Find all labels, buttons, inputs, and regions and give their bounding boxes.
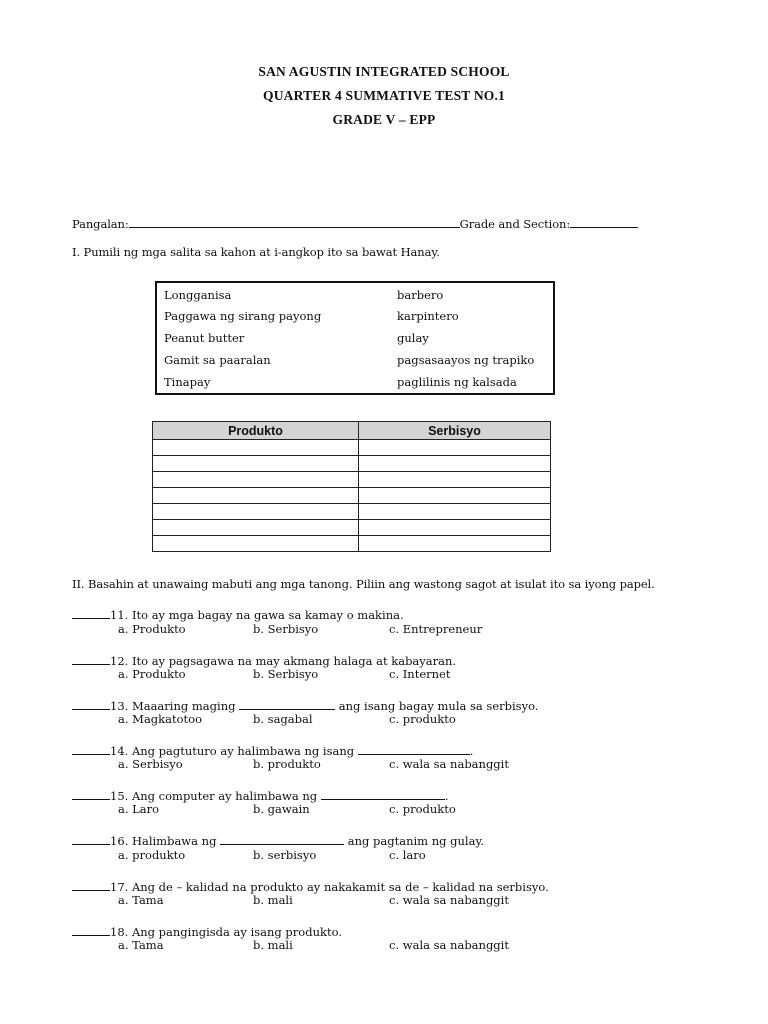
word-box-item: paglilinis ng kalsada bbox=[397, 375, 517, 389]
word-box bbox=[155, 281, 555, 395]
choice-c: c. Internet bbox=[389, 667, 451, 681]
choice-a: a. Magkatotoo bbox=[118, 712, 202, 726]
choice-a: a. Laro bbox=[118, 802, 160, 816]
table-cell[interactable] bbox=[153, 504, 359, 520]
choice-a: a. Produkto bbox=[118, 667, 186, 681]
question-text: 13. Maaaring maging bbox=[110, 699, 236, 713]
table-row bbox=[153, 536, 551, 552]
question-text: 14. Ang pagtuturo ay halimbawa ng isang bbox=[110, 744, 355, 758]
question-text: 16. Halimbawa ng bbox=[110, 834, 217, 848]
part2-instruction: II. Basahin at unawaing mabuti ang mga tanong. Piliin ang wastong sagot at isulat ito sa iyong papel. bbox=[72, 577, 655, 591]
question-16 bbox=[72, 833, 484, 848]
answer-blank[interactable] bbox=[72, 743, 110, 755]
school-name: SAN AGUSTIN INTEGRATED SCHOOL bbox=[258, 64, 510, 79]
fill-blank[interactable] bbox=[358, 743, 470, 755]
answer-blank[interactable] bbox=[72, 833, 110, 845]
table-row bbox=[153, 520, 551, 536]
serbisyo-header: Serbisyo bbox=[359, 422, 551, 440]
question-text: 12. Ito ay pagsagawa na may akmang halaga at kabayaran. bbox=[110, 654, 457, 668]
choice-c: c. laro bbox=[389, 848, 426, 862]
choice-c: c. wala sa nabanggit bbox=[389, 757, 509, 771]
table-cell[interactable] bbox=[153, 520, 359, 536]
word-box-item: karpintero bbox=[397, 309, 459, 323]
part1-instruction: I. Pumili ng mga salita sa kahon at i-angkop ito sa bawat Hanay. bbox=[72, 245, 440, 259]
word-box-item: pagsasaayos ng trapiko bbox=[397, 353, 535, 367]
grade-subject: GRADE V – EPP bbox=[332, 112, 436, 127]
question-14 bbox=[72, 743, 473, 758]
table-row bbox=[153, 504, 551, 520]
answer-blank[interactable] bbox=[72, 653, 110, 665]
choice-a: a. Tama bbox=[118, 893, 164, 907]
choice-c: c. wala sa nabanggit bbox=[389, 938, 509, 952]
choice-c: c. wala sa nabanggit bbox=[389, 893, 509, 907]
table-cell[interactable] bbox=[153, 536, 359, 552]
fill-blank[interactable] bbox=[321, 788, 445, 800]
table-row bbox=[153, 456, 551, 472]
choice-b: b. Serbisyo bbox=[253, 667, 319, 681]
choice-b: b. serbisyo bbox=[253, 848, 317, 862]
table-row bbox=[153, 472, 551, 488]
choice-a: a. produkto bbox=[118, 848, 186, 862]
name-blank[interactable] bbox=[129, 216, 460, 228]
question-text: 18. Ang pangingisda ay isang produkto. bbox=[110, 925, 342, 939]
word-box-item: Longganisa bbox=[164, 288, 232, 302]
table-cell[interactable] bbox=[153, 456, 359, 472]
question-text: 15. Ang computer ay halimbawa ng bbox=[110, 789, 318, 803]
student-info-line bbox=[72, 216, 638, 231]
question-11 bbox=[72, 607, 404, 622]
fill-blank[interactable] bbox=[220, 833, 344, 845]
table-cell[interactable] bbox=[153, 488, 359, 504]
word-box-item: gulay bbox=[397, 331, 429, 345]
table-cell[interactable] bbox=[153, 440, 359, 456]
question-text-end: . bbox=[444, 789, 449, 803]
question-18 bbox=[72, 924, 342, 939]
choice-b: b. mali bbox=[253, 893, 293, 907]
table-cell[interactable] bbox=[359, 504, 551, 520]
choice-a: a. Produkto bbox=[118, 622, 186, 636]
question-text-end: . bbox=[469, 744, 474, 758]
question-text-end: ang pagtanim ng gulay. bbox=[347, 834, 485, 848]
question-12 bbox=[72, 653, 456, 668]
question-text-end: ang isang bagay mula sa serbisyo. bbox=[338, 699, 539, 713]
choice-b: b. Serbisyo bbox=[253, 622, 319, 636]
question-text: 17. Ang de – kalidad na produkto ay nakakamit sa de – kalidad na serbisyo. bbox=[110, 880, 549, 894]
produkto-header: Produkto bbox=[153, 422, 359, 440]
answer-table bbox=[152, 421, 551, 552]
test-title: QUARTER 4 SUMMATIVE TEST NO.1 bbox=[263, 88, 505, 103]
table-cell[interactable] bbox=[359, 472, 551, 488]
choice-b: b. sagabal bbox=[253, 712, 313, 726]
word-box-item: Paggawa ng sirang payong bbox=[164, 309, 322, 323]
table-cell[interactable] bbox=[359, 536, 551, 552]
fill-blank[interactable] bbox=[239, 698, 335, 710]
section-blank[interactable] bbox=[570, 216, 638, 228]
answer-blank[interactable] bbox=[72, 607, 110, 619]
table-cell[interactable] bbox=[359, 488, 551, 504]
choice-c: c. produkto bbox=[389, 802, 456, 816]
name-label: Pangalan: bbox=[72, 217, 129, 231]
word-box-item: barbero bbox=[397, 288, 444, 302]
choice-c: c. produkto bbox=[389, 712, 456, 726]
choice-a: a. Serbisyo bbox=[118, 757, 183, 771]
choice-b: b. mali bbox=[253, 938, 293, 952]
word-box-item: Peanut butter bbox=[164, 331, 245, 345]
word-box-item: Tinapay bbox=[164, 375, 211, 389]
choice-c: c. Entrepreneur bbox=[389, 622, 483, 636]
section-label: Grade and Section: bbox=[459, 217, 571, 231]
question-13 bbox=[72, 698, 538, 713]
question-text: 11. Ito ay mga bagay na gawa sa kamay o makina. bbox=[110, 608, 404, 622]
table-cell[interactable] bbox=[359, 440, 551, 456]
answer-blank[interactable] bbox=[72, 924, 110, 936]
choice-a: a. Tama bbox=[118, 938, 164, 952]
table-cell[interactable] bbox=[153, 472, 359, 488]
table-row bbox=[153, 488, 551, 504]
table-cell[interactable] bbox=[359, 456, 551, 472]
table-row bbox=[153, 440, 551, 456]
question-15 bbox=[72, 788, 448, 803]
answer-blank[interactable] bbox=[72, 698, 110, 710]
question-17 bbox=[72, 879, 549, 894]
choice-b: b. gawain bbox=[253, 802, 310, 816]
answer-blank[interactable] bbox=[72, 788, 110, 800]
answer-blank[interactable] bbox=[72, 879, 110, 891]
word-box-item: Gamit sa paaralan bbox=[164, 353, 271, 367]
table-cell[interactable] bbox=[359, 520, 551, 536]
choice-b: b. produkto bbox=[253, 757, 321, 771]
